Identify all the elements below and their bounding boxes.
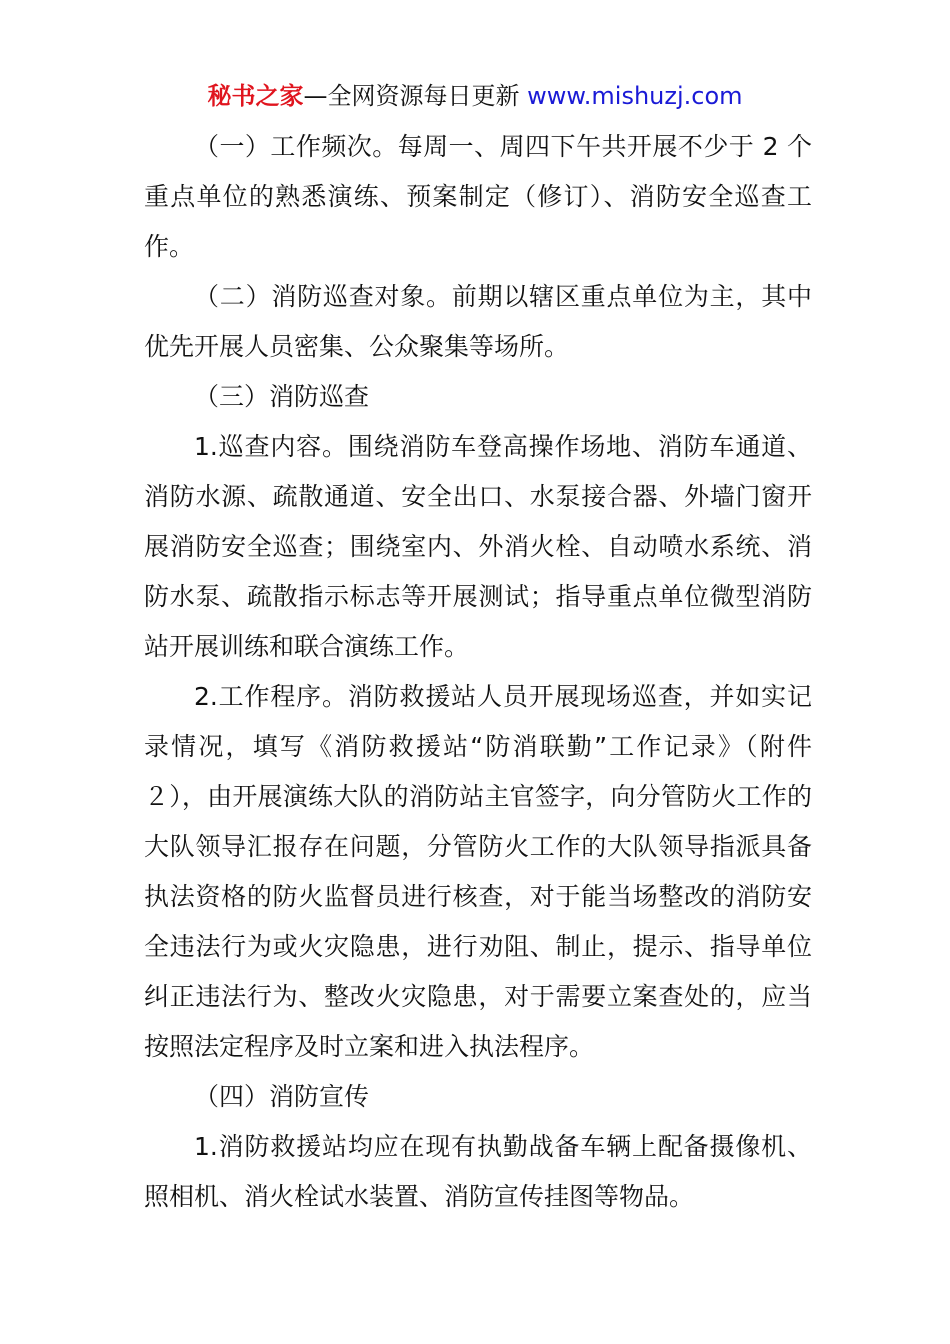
paragraph-work-frequency: （一）工作频次。每周一、周四下午共开展不少于 2 个重点单位的熟悉演练、预案制定（修订）、消防安全巡查工作。 — [144, 132, 812, 261]
paragraph-inspection-targets: （二）消防巡查对象。前期以辖区重点单位为主，其中优先开展人员密集、公众聚集等场所。 — [144, 282, 812, 361]
section-heading-inspection: （三）消防巡查 — [194, 382, 370, 411]
paragraph-inspection-content: 1.巡查内容。围绕消防车登高操作场地、消防车通道、消防水源、疏散通道、安全出口、水泵接合器、外墙门窗开展消防安全巡查；围绕室内、外消火栓、自动喷水系统、消防水泵、疏散指示标志等开展测试；指导重点单位微型消防站开展训练和联合演练工作。 — [144, 432, 812, 661]
brand-name: 秘书之家 — [207, 82, 304, 110]
section-heading-publicity: （四）消防宣传 — [194, 1082, 370, 1111]
document-body — [144, 122, 812, 1222]
paragraph-work-procedure: 2.工作程序。消防救援站人员开展现场巡查，并如实记录情况，填写《消防救援站“防消联勤”工作记录》（附件２），由开展演练大队的消防站主官签字，向分管防火工作的大队领导汇报存在问题，分管防火工作的大队领导指派具备执法资格的防火监督员进行核查，对于能当场整改的消防安全违法行为或火灾隐患，进行劝阻、制止，提示、指导单位纠正违法行为、整改火灾隐患，对于需要立案查处的，应当按照法定程序及时立案和进入执法程序。 — [144, 682, 812, 1061]
paragraph-publicity-equipment: 1.消防救援站均应在现有执勤战备车辆上配备摄像机、照相机、消火栓试水装置、消防宣传挂图等物品。 — [144, 1132, 812, 1211]
site-header — [0, 80, 950, 112]
header-slogan: —全网资源每日更新 — [303, 82, 528, 110]
site-url-link[interactable]: www.mishuzj.com — [527, 82, 743, 110]
